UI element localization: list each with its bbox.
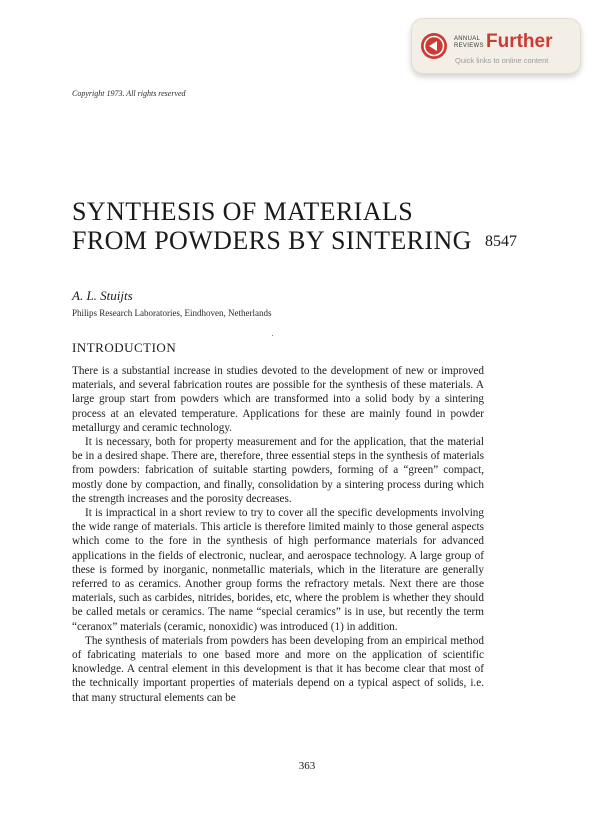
article-code: 8547: [485, 233, 517, 250]
author-affiliation: Philips Research Laboratories, Eindhoven, Netherlands: [72, 308, 272, 318]
section-heading: INTRODUCTION: [72, 340, 177, 355]
further-subtitle: Quick links to online content: [455, 56, 549, 65]
page-number: 363: [298, 760, 316, 772]
body-paragraph-2: It is necessary, both for property measurement and for the application, that the material be in a desired shape. There are, therefore, three essential steps in the synthesis of materials from powders: fabrication of suitable starting powders, forming of a “green” compact, mostly done by compaction, and finally, consolidation by a sintering process during which the strength increases and the porosity decreases.: [72, 436, 484, 505]
further-title: Further: [486, 31, 553, 52]
arrow-left-circle-icon: [420, 32, 448, 60]
article-title-line-2: FROM POWDERS BY SINTERING: [72, 226, 472, 255]
scan-speck: [272, 335, 273, 336]
body-paragraph-4: The synthesis of materials from powders has been developing from an empirical method of fabricating materials to one based more and more on the application of scientific knowledge. A central element in this development is that it has become clear that most of the technically important properties of materials depend on a typical aspect of solids, i.e. that many structural elements can be: [72, 634, 484, 704]
article-title-line-1: SYNTHESIS OF MATERIALS: [72, 197, 414, 226]
author-name: A. L. Stuijts: [72, 288, 133, 303]
further-quick-links-badge[interactable]: [411, 18, 581, 74]
copyright-notice: Copyright 1973. All rights reserved: [72, 89, 186, 98]
article-body: [72, 364, 484, 705]
body-paragraph-3: It is impractical in a short review to try to cover all the specific developments involving the wide range of materials. This article is therefore limited mainly to those general aspects which come to the fore in the synthesis of high performance materials for advanced applications in the fields of electronic, nuclear, and aerospace technology. A large group of these is formed by inorganic, nonmetallic materials, which in the literature are generally referred to as ceramics. Another group forms the refractory metals. Next there are those materials, such as carbides, nitrides, borides, etc, where the problem is whether they should be called metals or ceramics. The name “special ceramics” is in use, but recently the term “ceranox” materials (ceramic, nonoxidic) was introduced (1) in addition.: [72, 507, 484, 633]
annual-reviews-brand: ANNUAL REVIEWS: [454, 36, 484, 49]
body-paragraph-1: There is a substantial increase in studies devoted to the development of new or improved materials, and several fabrication routes are possible for the synthesis of these materials. A large group start from powders which are transformed into a solid body by a sintering process at an elevated temperature. Applications for these are mainly found in powder metallurgy and ceramic technology.: [72, 365, 484, 434]
article-title: [72, 197, 472, 255]
